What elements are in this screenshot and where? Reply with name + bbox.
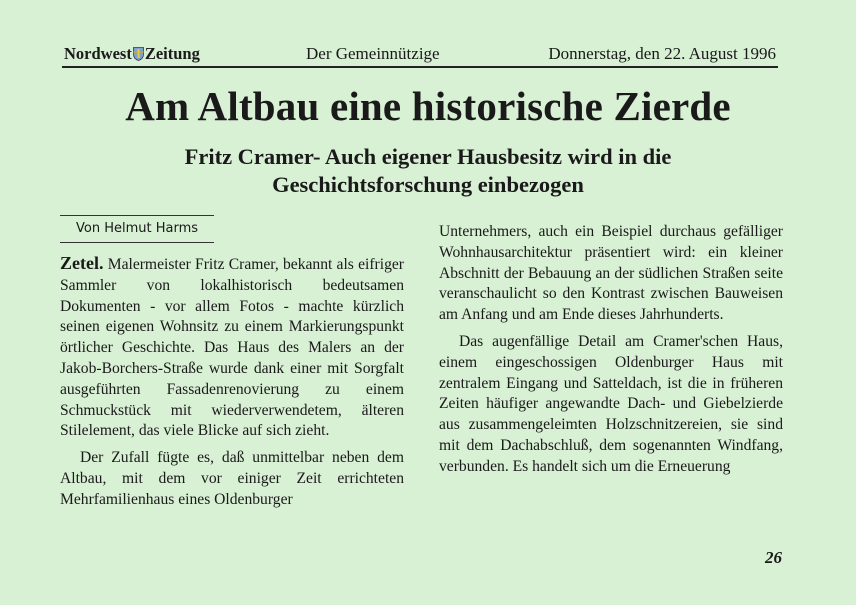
article-paragraph: Das augenfällige Detail am Cramer'schen Haus, einem eingeschossigen Oldenburger Haus mit zentralem Eingang und Satteldach, ist die in früheren Zeiten häufiger angewandte Dach- und Giebelzierde aus zusammengeleimten Holzschnitzereien, sie sind mit dem Dachabschluß, dem sogenannten Windfang, verbunden. Es handelt sich um die Erneuerung [439,332,783,475]
newspaper-name: Nordwest Zeitung [64,44,200,63]
issue-date: Donnerstag, den 22. August 1996 [548,44,776,63]
article-column-left [60,253,404,511]
masthead [62,44,778,68]
byline: Von Helmut Harms [60,215,214,243]
article-paragraph: Unternehmers, auch ein Beispiel durchaus gefälliger Wohnhausarchitektur präsentiert wird: ein kleiner Abschnitt der Bebauung an der südlichen Straßen seite veranschaulicht so den Kontrast zwischen Bauweisen am Anfang und am Ende dieses Jahrhunderts. [439,223,783,324]
dateline: Zetel. [60,253,104,273]
section-name: Der Gemeinnützige [306,44,440,63]
article-paragraph: Zetel. Malermeister Fritz Cramer, bekannt als eifriger Sammler von lokalhistorisch bedeutsamen Dokumenten - vor allem Fotos - machte kürzlich seinen eigenen Wohnsitz zu einem Markierungspunkt örtlicher Geschichte. Das Haus des Malers an der Jakob-Borchers-Straße wurde dank einer mit Sorgfalt ausgeführten Fassadenrenovierung zu einem Schmuckstück mit wiederverwendetem, älteren Stilelement, das viele Blicke auf sich zieht. [60,253,404,440]
article-column-right [439,222,783,478]
coat-of-arms-icon [133,46,144,60]
article-paragraph: Der Zufall fügte es, daß unmittelbar neben dem Altbau, mit dem vor einiger Zeit errichteten Mehrfamilienhaus eines Oldenburger [60,449,404,508]
article-subheadline: Fritz Cramer- Auch eigener Hausbesitz wird in die Geschichtsforschung einbezogen [184,144,672,197]
article-headline: Am Altbau eine historische Zierde [125,83,731,129]
page-number: 26 [765,548,782,567]
